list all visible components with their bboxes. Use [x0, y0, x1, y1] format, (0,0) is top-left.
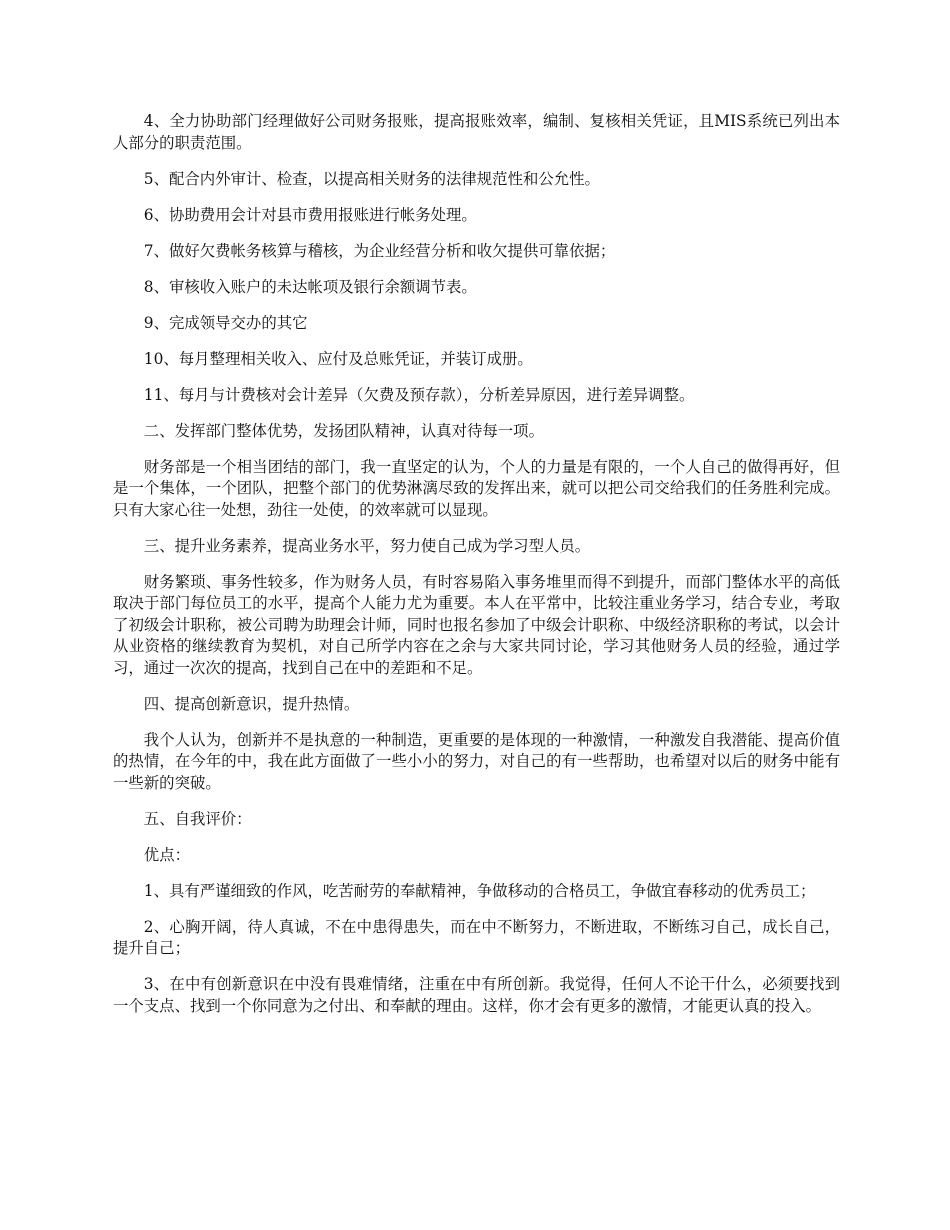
document-body: [113, 111, 840, 1032]
paragraph-item-11: 11、每月与计费核对会计差异（欠费及预存款），分析差异原因，进行差异调整。: [143, 385, 695, 404]
strength-item-2: 2、心胸开阔，待人真诚，不在中患得患失，而在中不断努力，不断进取，不断练习自己，成长自己，提升自己；: [113, 917, 840, 957]
paragraph-item-8: 8、审核收入账户的未达帐项及银行余额调节表。: [143, 277, 477, 296]
section-heading-2: 二、发挥部门整体优势，发扬团队精神，认真对待每一项。: [143, 421, 544, 440]
paragraph-item-10: 10、每月整理相关收入、应付及总账凭证，并装订成册。: [143, 349, 533, 368]
section-heading-3: 三、提升业务素养，提高业务水平，努力使自己成为学习型人员。: [143, 536, 591, 555]
section-heading-5: 五、自我评价：: [143, 809, 252, 828]
paragraph-item-5: 5、配合内外审计、检查，以提高相关财务的法律规范性和公允性。: [143, 169, 600, 188]
strength-item-3: 3、在中有创新意识在中没有畏难情绪，注重在中有所创新。我觉得，任何人不论干什么，必须要找到一个支点、找到一个你同意为之付出、和奉献的理由。这样，你才会有更多的激情，才能更认真的投入。: [113, 975, 840, 1015]
paragraph-item-7: 7、做好欠费帐务核算与稽核，为企业经营分析和收欠提供可靠依据；: [143, 241, 616, 260]
section-2-body: 财务部是一个相当团结的部门，我一直坚定的认为，个人的力量是有限的，一个人自己的做得再好，但是一个集体，一个团队，把整个部门的优势淋漓尽致的发挥出来，就可以把公司交给我们的任务胜利完成。只有大家心往一处想，劲往一处使，的效率就可以显现。: [113, 457, 840, 519]
paragraph-item-4: 4、全力协助部门经理做好公司财务报账，提高报账效率，编制、复核相关凭证，且MIS系统已列出本人部分的职责范围。: [113, 112, 840, 152]
section-3-body: 财务繁琐、事务性较多，作为财务人员，有时容易陷入事务堆里而得不到提升，而部门整体水平的高低取决于部门每位员工的水平，提高个人能力尤为重要。本人在平常中，比较注重业务学习，结合专业，考取了初级会计职称，被公司聘为助理会计师，同时也报名参加了中级会计职称、中级经济职称的考试，以会计从业资格的继续教育为契机，对自己所学内容在之余与大家共同讨论，学习其他财务人员的经验，通过学习，通过一次次的提高，找到自己在中的差距和不足。: [113, 572, 840, 677]
section-heading-4: 四、提高创新意识，提升热情。: [143, 694, 360, 713]
section-4-body: 我个人认为，创新并不是执意的一种制造，更重要的是体现的一种激情，一种激发自我潜能、提高价值的热情，在今年的中，我在此方面做了一些小小的努力，对自己的有一些帮助，也希望对以后的财务中能有一些新的突破。: [113, 730, 840, 792]
strength-item-1: 1、具有严谨细致的作风，吃苦耐劳的奉献精神，争做移动的合格员工，争做宜春移动的优秀员工；: [143, 881, 816, 900]
paragraph-item-9: 9、完成领导交办的其它: [143, 313, 308, 332]
strengths-heading: 优点：: [143, 845, 190, 864]
paragraph-item-6: 6、协助费用会计对县市费用报账进行帐务处理。: [143, 205, 477, 224]
